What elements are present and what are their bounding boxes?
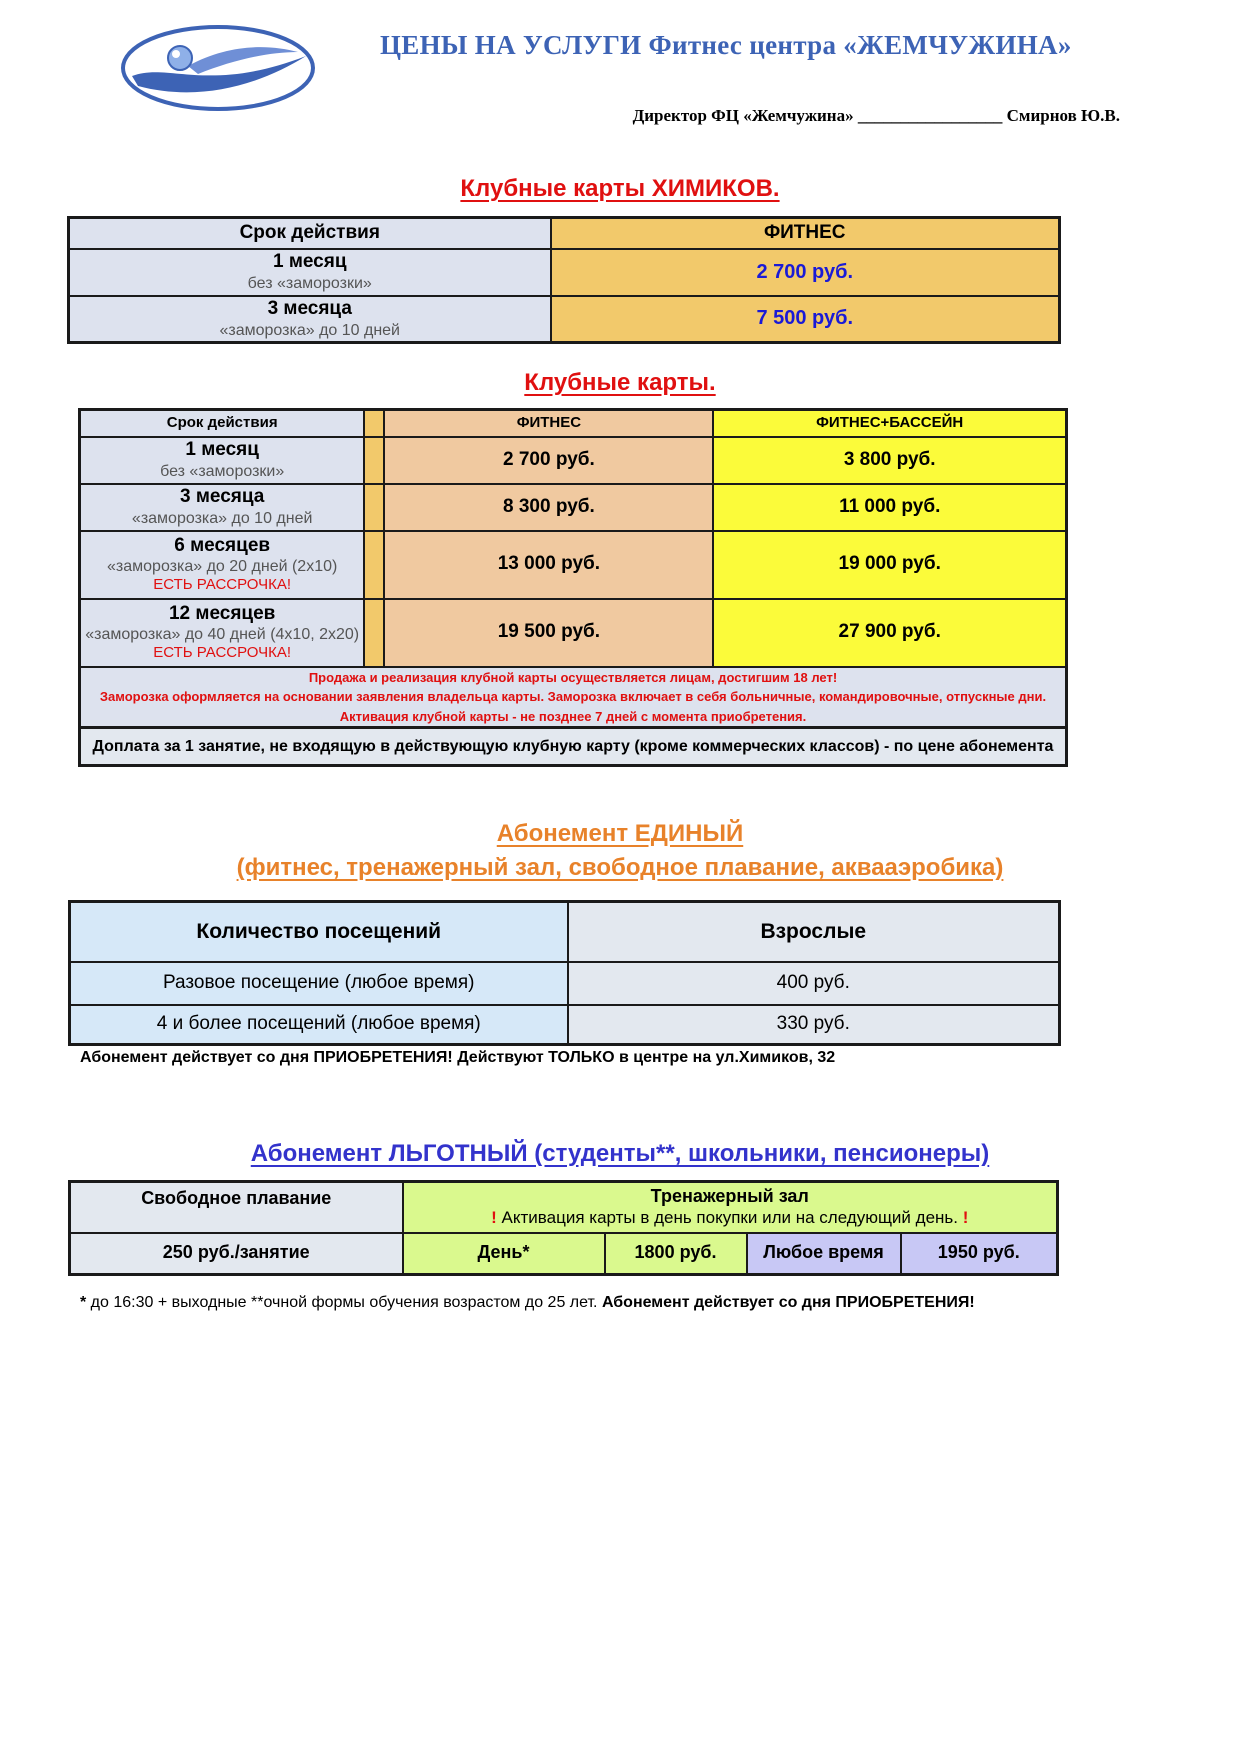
club-header-fitness: ФИТНЕС [384, 410, 713, 437]
period-label: 3 месяца [180, 486, 265, 507]
chemists-header-fitness: ФИТНЕС [551, 218, 1060, 249]
discount-section-title: Абонемент ЛЬГОТНЫЙ (студенты**, школьники, пенсионеры) [250, 1140, 990, 1167]
fitness-pool-price: 11 000 руб. [713, 484, 1066, 531]
fitness-pool-price: 27 900 руб. [713, 599, 1066, 667]
discount-header-swim: Свободное плавание [70, 1182, 403, 1233]
period-label: 3 месяца [267, 297, 352, 319]
discount-header-gym [403, 1182, 1058, 1233]
chemists-header-period: Срок действия [69, 218, 551, 249]
freeze-note: без «заморозки» [247, 274, 372, 292]
period-label: 12 месяцев [168, 602, 276, 624]
warning-icon: ! [491, 1207, 497, 1227]
club-price-table [78, 408, 1068, 767]
day-label: День* [403, 1233, 605, 1275]
anytime-label: Любое время [747, 1233, 901, 1275]
swim-price: 250 руб./занятие [70, 1233, 403, 1275]
table-row [80, 599, 1067, 667]
table-row [80, 484, 1067, 531]
fitness-pool-price: 19 000 руб. [713, 531, 1066, 599]
unified-section-subtitle: (фитнес, тренажерный зал, свободное плавание, аквааэробика) [236, 854, 1004, 881]
freeze-note: «заморозка» до 10 дней [219, 321, 400, 339]
freeze-note: без «заморозки» [160, 462, 285, 480]
price-value: 2 700 руб. [756, 260, 854, 283]
page-title: ЦЕНЫ НА УСЛУГИ Фитнес центра «ЖЕМЧУЖИНА» [380, 30, 1072, 60]
unified-price-table [68, 900, 1061, 1046]
rule-age: Продажа и реализация клубной карты осуществляется лицам, достигшим 18 лет! [308, 669, 838, 685]
club-rules [80, 667, 1067, 728]
club-section-title: Клубные карты. [524, 369, 716, 396]
gym-title: Тренажерный зал [650, 1186, 809, 1207]
installment-note: ЕСТЬ РАССРОЧКА! [153, 644, 292, 662]
table-row [70, 1005, 1060, 1045]
table-row [69, 296, 1060, 343]
club-header-fitness-pool: ФИТНЕС+БАССЕЙН [713, 410, 1066, 437]
chemists-price-table [67, 216, 1061, 344]
fitness-pool-price: 3 800 руб. [713, 437, 1066, 484]
visits-label: 4 и более посещений (любое время) [70, 1005, 568, 1045]
anytime-price: 1950 руб. [901, 1233, 1058, 1275]
price-value: 400 руб. [568, 962, 1060, 1005]
freeze-note: «заморозка» до 10 дней [131, 509, 313, 527]
price-value: 330 руб. [568, 1005, 1060, 1045]
table-row [70, 962, 1060, 1005]
period-label: 1 месяц [185, 439, 259, 460]
unified-section-title: Абонемент ЕДИНЫЙ [496, 820, 744, 847]
period-label: 1 месяц [272, 251, 347, 272]
installment-note: ЕСТЬ РАССРОЧКА! [153, 576, 292, 594]
table-row [69, 249, 1060, 296]
fitness-price: 19 500 руб. [384, 599, 713, 667]
surcharge-note: Доплата за 1 занятие, не входящую в действующую клубную карту (кроме коммерческих классов) - по цене абонемента [80, 728, 1067, 766]
table-row [80, 437, 1067, 484]
club-header-spacer [364, 410, 384, 437]
rule-freeze: Заморозка оформляется на основании заявления владельца карты. Заморозка включает в себя больничные, командировочные, отпускные дни. [99, 689, 1047, 704]
warning-icon: ! [962, 1207, 969, 1227]
rule-activation: Активация клубной карты - не позднее 7 дней с момента приобретения. [339, 708, 807, 724]
discount-footnote: * до 16:30 + выходные **очной формы обучения возрастом до 25 лет. Абонемент действует со дня ПРИОБРЕТЕНИЯ! [80, 1294, 975, 1311]
price-value: 7 500 руб. [756, 307, 854, 330]
table-row [80, 531, 1067, 599]
period-label: 6 месяцев [174, 534, 271, 556]
chemists-section-title: Клубные карты ХИМИКОВ. [460, 175, 780, 202]
fitness-price: 2 700 руб. [384, 437, 713, 484]
day-price: 1800 руб. [605, 1233, 747, 1275]
club-header-period: Срок действия [80, 410, 365, 437]
freeze-note: «заморозка» до 40 дней (4х10, 2х20) [85, 626, 360, 644]
discount-price-table [68, 1180, 1059, 1276]
fitness-price: 8 300 руб. [384, 484, 713, 531]
unified-validity-note: Абонемент действует со дня ПРИОБРЕТЕНИЯ! Действуют ТОЛЬКО в центре на ул.Химиков, 32 [80, 1049, 836, 1066]
logo-icon [118, 22, 318, 114]
unified-header-adults: Взрослые [568, 902, 1060, 962]
fitness-price: 13 000 руб. [384, 531, 713, 599]
gym-activation-note: ! Активация карты в день покупки или на следующий день. ! [491, 1207, 969, 1227]
director-signature-line: Директор ФЦ «Жемчужина» _________________ Смирнов Ю.В. [632, 106, 1120, 125]
freeze-note: «заморозка» до 20 дней (2х10) [107, 558, 338, 576]
unified-header-visits: Количество посещений [70, 902, 568, 962]
table-row [70, 1233, 1058, 1275]
visits-label: Разовое посещение (любое время) [70, 962, 568, 1005]
